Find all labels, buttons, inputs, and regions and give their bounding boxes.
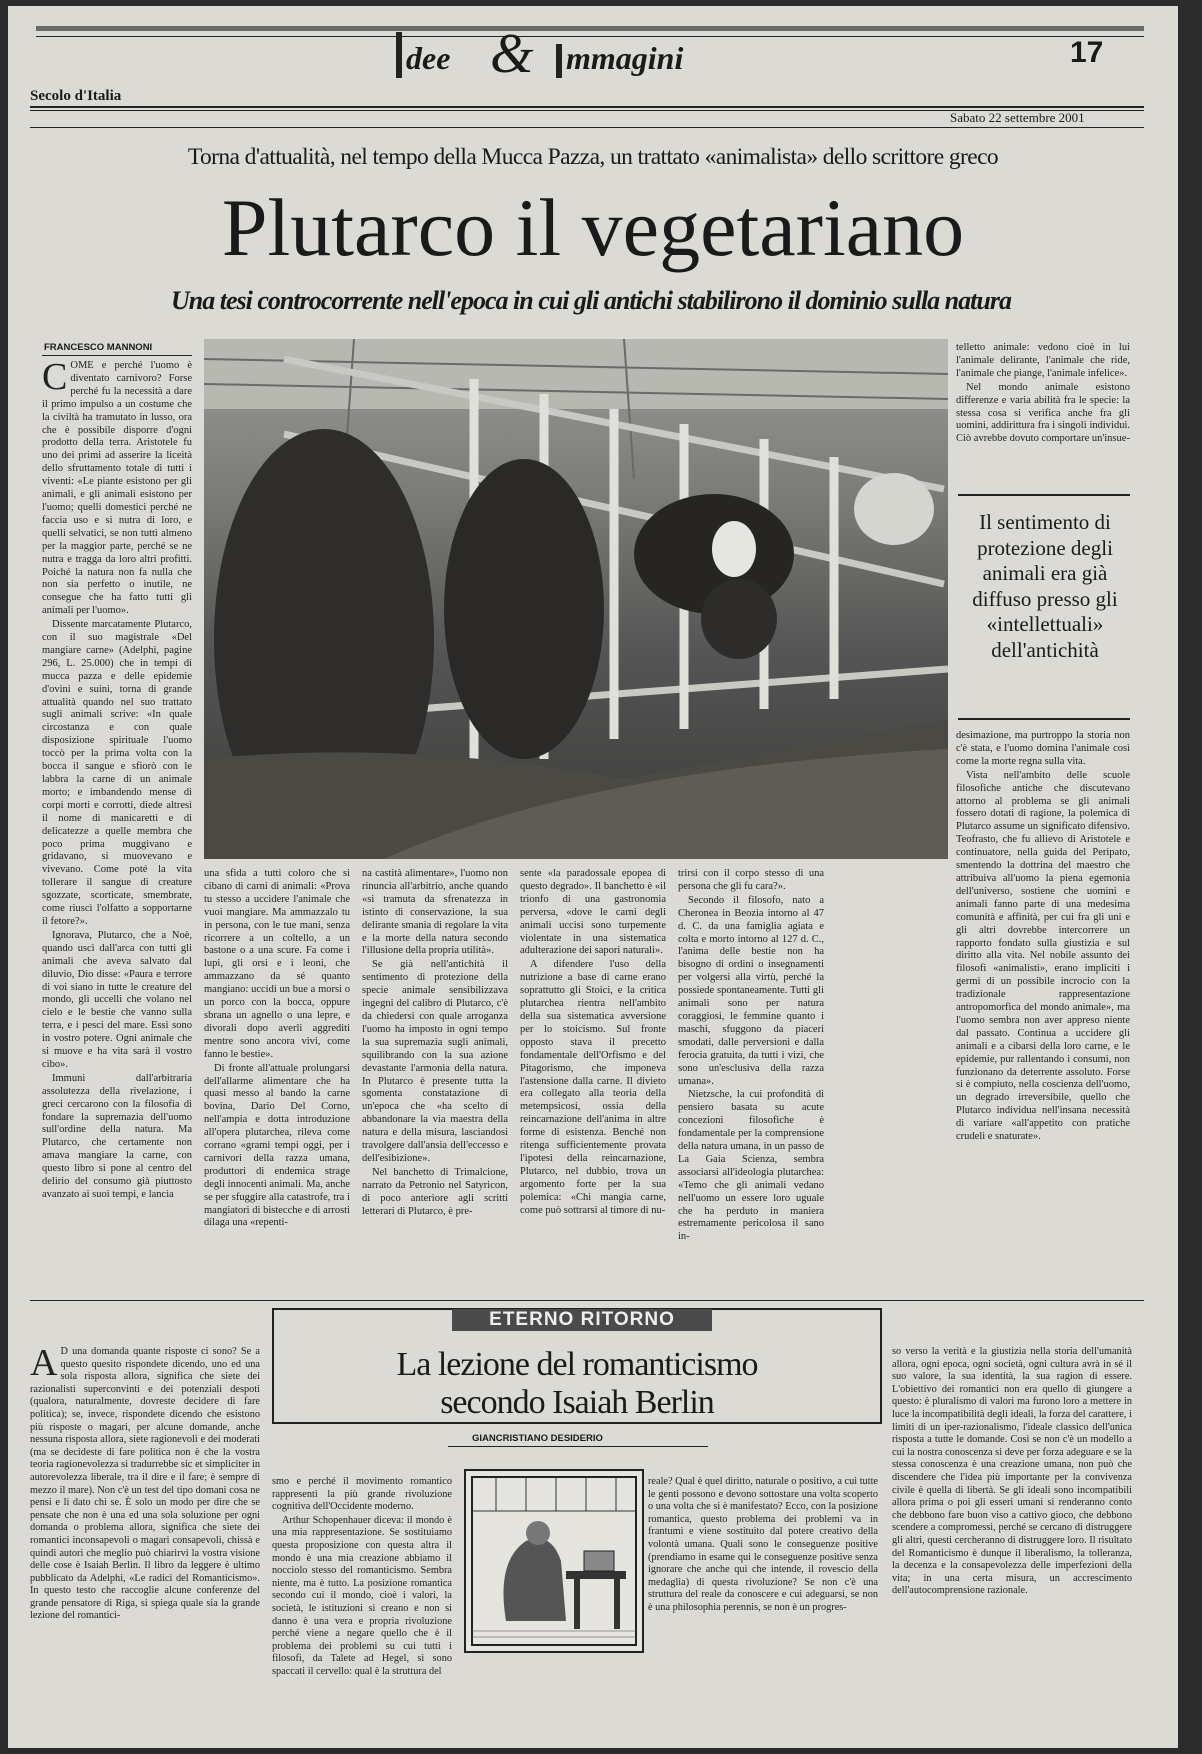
- pullquote-rule-top: [958, 494, 1130, 496]
- cows-photo: [204, 339, 948, 859]
- article-paragraph: telletto animale: vedono cioè in lui l'animale delirante, l'animale che ride, l'animale che piange, l'animale infelice».: [956, 342, 1130, 379]
- pullquote-rule-bottom: [958, 718, 1130, 720]
- second-byline: GIANCRISTIANO DESIDERIO: [472, 1433, 603, 1444]
- article-column-2: [204, 868, 350, 1256]
- article-paragraph: smo e perché il movimento romantico rappresenti la più grande rivoluzione cognitiva dell'Occidente moderno.: [272, 1476, 452, 1513]
- second-column-1: [30, 1346, 260, 1741]
- section-bar-1: [396, 32, 402, 78]
- second-column-4: [892, 1346, 1132, 1741]
- section-ampersand: &: [490, 23, 534, 85]
- article-paragraph: A difendere l'uso della nutrizione a base di carne erano soprattutto gli Stoici, e la critica plutarchea rientra nell'ambito della sua sistematica avversione per lo stoicismo. Sul fronte opposto stava il precetto fondamentale dell'Orfismo e del Pitagorismo, che imponeva l'astensione dalla carne. Il divieto era collegato alla teoria della metempsicosi, ossia della reincarnazione dell'anima in altre forme di esistenza. Benché non ritenga sufficientemente provata l'ipotesi della reincarnazione, Plutarco, nel dubbio, trova un argomento forte per la sua polemica: «Chi mangia carne, come può sottrarsi al timore di nu-: [520, 959, 666, 1216]
- section-left-word: dee: [406, 40, 451, 76]
- article-paragraph: Se già nell'antichità il sentimento di protezione della specie animale sensibilizzava ingegni del calibro di Plutarco, c'è da chiedersi con quale arroganza l'uomo ha imposto in ogni tempo la sua supremazia sugli animali, squilibrando con la sua azione devastante l'armonia della natura. In Plutarco è presente tutta la sgomenta constatazione di un'epoca che «ha scelto di abbandonare la via maestra della natura e della misura, lasciandosi travolgere dall'ansia dell'eccesso e dell'esibizione».: [362, 959, 508, 1164]
- section-separator: [30, 1300, 1144, 1301]
- article-paragraph: Nel mondo animale esistono differenze e varia abilità fra le specie: la stessa cosa si verifica anche fra gli uomini, addirittura fra i singoli individui. Ciò avrebbe dovuto comportare un'insue-: [956, 381, 1130, 445]
- article-paragraph: Vista nell'ambito delle scuole filosofiche antiche che discutevano attorno al problema se gli animali fossero dotati di ragione, la polemica di Plutarco assume un significato difensivo. Teofrasto, che fu allievo di Aristotele e continuatore, nella guida del Peripato, smentendo la dottrina del maestro che attribuiva all'uomo la piena egemonia dell'universo, sostiene che uomini e animali fanno parte di una medesima comunità e affinità, per cui fra gli uni e gli altri dovrebbe intercorrere un rapporto fondato sulla giustizia e sul diritto alla vita. Nel nobile assunto dei filosofi «animalisti», erano impliciti i germi di un possibile incrocio con la tradizionale rappresentazione antropomorfica del mondo animale», ma l'uomo sembra non aver appreso niente dal passato. Continua a uccidere gli animali e a cibarsi della loro carne, e le epidemie, pur rallentando i consumi, non funzionano da deterrente assoluto. Forse si è compiuto, nella coscienza dell'uomo, un degrado irreversibile, quello che Plutarco individua nell'insana necessità di variare «all'appetito con pratiche crudeli e snaturate».: [956, 769, 1130, 1143]
- byline-rule: [42, 355, 192, 356]
- article-paragraph: trirsi con il corpo stesso di una persona che gli fu cara?».: [678, 868, 824, 892]
- article-column-3: [362, 868, 508, 1256]
- section-title: [396, 22, 776, 84]
- second-column-2: [272, 1476, 452, 1736]
- second-column-3: [648, 1476, 878, 1736]
- newspaper-page: [8, 6, 1178, 1748]
- subheadline: Una tesi controcorrente nell'epoca in cui gli antichi stabilirono il dominio sulla natura: [171, 286, 1011, 315]
- article-paragraph: desimazione, ma purtroppo la storia non c'è stata, e l'uomo domina l'animale così come la morte regna sulla vita.: [956, 730, 1130, 767]
- article-paragraph: Nel banchetto di Trimalcione, narrato da Petronio nel Satyricon, di poco anteriore agli scritti letterari di Plutarco, è pre-: [362, 1166, 508, 1217]
- pullquote: Il sentimento di protezione degli animali era già diffuso presso gli «intellettuali» dell'antichità: [972, 510, 1118, 662]
- section-right-word: mmagini: [566, 40, 684, 76]
- article-paragraph: Ignorava, Plutarco, che a Noè, quando uscì dall'arca con tutti gli animali che aveva salvato dal diluvio, Dio disse: «Paura e terrore di voi siano in tutte le creature del mondo, gli uccelli che volano nel cielo e le bestie che vanno sulla terra, e i pesci del mare. Essi sono in vostro potere. Ogni animale che si muove e ha vita sarà il vostro cibo».: [42, 929, 192, 1070]
- engraving-illustration: [464, 1469, 644, 1653]
- article-paragraph: Secondo il filosofo, nato a Cheronea in Beozia intorno al 47 d. C. da una famiglia agiata e colta e morto intorno al 127 d. C., l'anima delle bestie non ha bisogno di ordini o insegnamenti per volgersi alla virtù, perché la possiede spontaneamente. Tutti gli animali sono per natura coraggiosi, le femmine quanto i maschi, sfuggono da piaceri smodati, dalle perversioni e dalla ferocia gratuita, da tutti i vizi, che sono un'esclusiva della razza umana».: [678, 894, 824, 1087]
- headline: Plutarco il vegetariano: [221, 182, 965, 273]
- page-number: 17: [1070, 36, 1104, 69]
- kicker: Torna d'attualità, nel tempo della Mucca Pazza, un trattato «animalista» dello scrittore greco: [187, 144, 999, 170]
- byline: FRANCESCO MANNONI: [44, 342, 153, 353]
- article-paragraph: sente «la paradossale epopea di questo degrado». Il banchetto è «il trionfo di una gastronomia perversa, «dove le carni degli animali uccisi sono turpemente violentate in una sistematica adulterazione dei sapori naturali».: [520, 868, 666, 957]
- article-column-5: [678, 868, 824, 1256]
- article-paragraph: OME e perché l'uomo è diventato carnivoro? Forse perché fu la necessità a dare il primo impulso a un costume che la civiltà ha tramutato in lusso, ora che è possibile disporre d'ogni prodotto della terra. Aristotele fu uno dei primi ad asserire la liceità dello sfruttamento totale di tutti i viventi: «Le piante esistono per gli animali, e gli animali esistono per l'uomo; quelli domestici perché ne faccia uso e si nutra di loro, e quelli selvatici, se non tutti almeno per la maggior parte, perché se ne nutra e tragga da loro altri profitti. Poiché la natura non fa nulla che non sia perfetto o inutile, ne consegue che ha fatto tutti gli animali per l'uomo».: [42, 360, 192, 617]
- article-paragraph: una sfida a tutti coloro che si cibano di carni di animali: «Prova tu stesso a uccidere l'animale che vuoi mangiare. Ma ammazzalo tu in persona, con le tue mani, senza ricorrere a un coltello, a un bastone o a una scure. Fa come i lupi, gli orsi e i leoni, che ammazzano da sé quanto mangiano: uccidi un bue a morsi o un porco con la bocca, oppure sbrana un agnello o una lepre, e divorali dopo averli aggrediti mentre sono ancora vivi, come fanno le bestie».: [204, 868, 350, 1060]
- article-paragraph: Nietzsche, la cui profondità di pensiero basata su acute concezioni filosofiche è fondamentale per la comprensione della natura umana, in un passo de La Gaia Scienza, sembra associarsi all'ideologia plutarchea: «Temo che gli animali vedano nell'uomo un essere loro uguale che ha perduto in maniera estremamente pericolosa il sano in-: [678, 1089, 824, 1243]
- article-column-6-top: [956, 342, 1130, 482]
- article-paragraph: D una domanda quante risposte ci sono? Se a questo quesito rispondete dicendo, uno ed una sola risposta allora, significa che siete dei razionalisti superconvinti e dei potenziali despoti (qualora, naturalmente, dovreste decidere di fare politica); se, invece, rispondete dicendo che esistono più risposte o magari, per alcune domande, anche nessuna risposta allora, siete ragionevoli e dei moderati (ma se decideste di fare politica non è che la vostra teoria ragionevolezza si tradurrebbe sic et simpliciter in autorevolezza liberale, tra il dire e il fare; è sempre di mezzo il mare). Non c'è un test del tipo domani cosa ne pensi e li dato chi se. È solo un modo per dire che se pensate che non è una ed una sola soluzione per ogni domanda o problema allora, significa che siete dei romantici inconsapevoli o magari consapevoli, chissà e quindi autori che meglio può chiarirvi la vostra visione delle cose è Isaiah Berlin. Il libro da leggere è ultimo pubblicato da Adelphi, «Le radici del Romanticismo». In questo testo che raccoglie alcune conferenze del grande pensatore di Riga, si spiega quale sia la grande lezione del romantici-: [30, 1346, 260, 1622]
- second-byline-rule: [448, 1446, 708, 1447]
- dropcap-letter: C: [42, 360, 68, 398]
- article-column-6-bottom: [956, 730, 1130, 1256]
- date-rule: [30, 127, 1144, 128]
- article-paragraph: Arthur Schopenhauer diceva: il mondo è una mia rappresentazione. Se sostituiamo questa proposizione con questa altra il mondo è una mia creazione abbiamo il nocciolo stesso del romanticismo. Sembra niente, ma è tutto. La posizione romantica secondo cui il mondo, cioè i valori, la società, le istituzioni si creano e non si danno è una vera e propria rivoluzione perché viene a negare quello che è il problema dei problemi su cui tutti i filosofi, da Talete ad Hegel, si sono spaccati il cervello: qual è la struttura del: [272, 1514, 452, 1677]
- article-paragraph: Immuni dall'arbitraria assolutezza della rivelazione, i greci cercarono con la filosofia di fondare la supremazia dell'uomo sull'ordine della natura. Ma Plutarco, che certamente non amava mangiare la carne, con questo libro si pone al centro del delirio del consumo già piuttosto avanzato ai suoi tempi, e lancia: [42, 1072, 192, 1200]
- article-paragraph: na castità alimentare», l'uomo non rinuncia all'arbitrio, anche quando «si tramuta da sfrenatezza in istinto di conservazione, la sua delirante smania di regolare la vita e la morte della natura secondo l'illusione della propria utilità».: [362, 868, 508, 957]
- article-column-4: [520, 868, 666, 1256]
- scholar-engraving: [466, 1471, 642, 1651]
- article-paragraph: Di fronte all'attuale prolungarsi dell'allarme alimentare che ha quasi messo al bando la carne bovina, Dario Del Corno, nell'ampia e dotta introduzione all'opera plutarchea, rileva come corrano «grami tempi oggi, per i carnivori della razza umana, produttori di endemica strage degli innocenti animali. Ma, anche se per sfuggire alla catastrofe, tra i mangiatori di bistecche e di arrosti dilaga una «repenti-: [204, 1062, 350, 1229]
- newspaper-logo: Secolo d'Italia: [30, 88, 122, 104]
- article-paragraph: so verso la verità e la giustizia nella storia dell'umanità allora, ogni epoca, ogni società, ogni cultura avrà in sé il suo valore, la sua identità, la sua ragion di essere. L'obiettivo dei romantici non era quello di giungere a questo: è pluralismo di valori ma furono loro a mettere in luce la incompatibilità degli ideali, la forza del carattere, i limiti di un iper-razionalismo, l'ideale classico dell'unica risposta a tutte le domande. Così se non c'è un modello a cui la nostra conoscenza si deve per forza adeguare e se la stessa conoscenza è una creazione umana, non può che discendere che l'idea più importante per la convivenza civile è quella di libertà. Se gli ideali sono incompatibili allora prima o poi gli esseri umani si renderanno conto che debbono fare buon viso a cattivo gioco, che debbono scendere a compromessi, perché se cercano di distruggere gli altri, questi cercheranno di distruggere loro. Il risultato del Romanticismo è dunque il liberalismo, la tolleranza, la decenza e la consapevolezza delle imperfezioni della vita; in una certa misura, un accrescimento dell'autocomprensione razionale.: [892, 1346, 1132, 1597]
- second-headline-line-2: secondo Isaiah Berlin: [440, 1384, 714, 1421]
- second-headline-line-1: La lezione del romanticismo: [396, 1346, 758, 1383]
- barn-illustration: [204, 339, 948, 859]
- second-dropcap-letter: A: [30, 1346, 58, 1384]
- masthead-rule: [30, 106, 1144, 108]
- article-paragraph: Dissente marcatamente Plutarco, con il suo magistrale «Del mangiare carne» (Adelphi, pagine 296, L. 25.000) che in tempi di mucca pazza e delle epidemie d'ovini e suini, torna di grande attualità quando nel suo trattato sugli animali scrive: «In quale circostanza e con quale disposizione spirituale l'uomo toccò per la prima volta con la bocca il sangue e sfiorò con le labbra la carne di un animale morto; e imbandendo mense di corpi morti e corrotti, diede altresì il nome di manicaretti e di delicatezze a quelle membra che poco prima muggivano e gridavano, si muovevano e vivevano. Come poté la vita tollerare il sangue di creature sgozzate, scorticate, smembrate, come riuscì l'olfatto a sopportarne il fetore?».: [42, 619, 192, 927]
- article-paragraph: reale? Qual è quel diritto, naturale o positivo, a cui tutte le genti possono e devono sottostare una volta scoperto o una volta che si è manifestato? Ecco, con la posizione romantica, questo problema dei problemi va in frantumi e viene sostituito dal potere creativo della volontà umana. Quali sono le conseguenze positive (prendiamo in esame qui le conseguenze positive senza ignorare che anche qui che intende, il rovescio della medaglia) di questa rivoluzione? Se non c'è una struttura del reale da conoscere e cui adeguarsi, se non è una philosophia perennis, se non è un progres-: [648, 1476, 878, 1613]
- issue-date: Sabato 22 settembre 2001: [950, 110, 1085, 125]
- article-column-1: [42, 360, 192, 1255]
- rubric-banner: ETERNO RITORNO: [452, 1309, 712, 1331]
- section-bar-2: [556, 44, 562, 78]
